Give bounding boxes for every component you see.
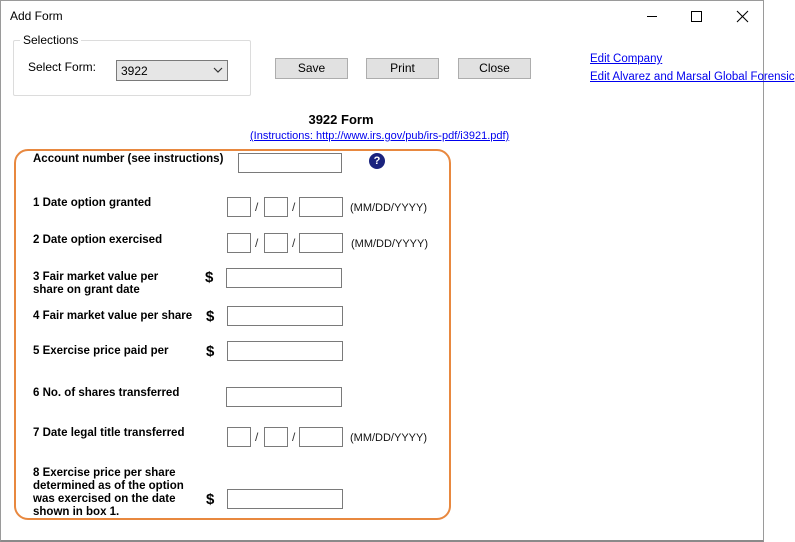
date-exercised-day[interactable] (264, 233, 288, 253)
date-legal-day[interactable] (264, 427, 288, 447)
exercise-price-label-line3: was exercised on the date (33, 493, 176, 505)
edit-company-link[interactable]: Edit Company (590, 53, 663, 65)
date-separator: / (255, 430, 259, 444)
selections-group (13, 33, 251, 96)
date-format-hint: (MM/DD/YYYY) (351, 238, 428, 250)
date-separator: / (292, 200, 296, 214)
date-legal-month[interactable] (227, 427, 251, 447)
date-legal-year[interactable] (299, 427, 343, 447)
maximize-button[interactable] (673, 1, 719, 31)
date-granted-year[interactable] (299, 197, 343, 217)
save-button[interactable]: Save (275, 58, 348, 79)
exercise-price-label-line2: determined as of the option (33, 480, 184, 492)
fmv-grant-input[interactable] (226, 268, 342, 288)
form-title (1, 112, 681, 127)
date-option-granted-label: 1 Date option granted (33, 197, 152, 209)
account-number-input[interactable] (238, 153, 342, 173)
date-separator: / (292, 236, 296, 250)
help-icon[interactable]: ? (369, 153, 385, 169)
exercise-price-paid-label: 5 Exercise price paid per (33, 345, 169, 357)
date-separator: / (292, 430, 296, 444)
fmv-per-share-input[interactable] (227, 306, 343, 326)
date-exercised-year[interactable] (299, 233, 343, 253)
shares-transferred-label: 6 No. of shares transferred (33, 387, 180, 399)
print-button[interactable]: Print (366, 58, 439, 79)
form-title-text: 3922 Form (308, 112, 374, 127)
date-granted-month[interactable] (227, 197, 251, 217)
selections-legend: Selections (20, 33, 81, 47)
exercise-price-label-line1: 8 Exercise price per share (33, 467, 176, 479)
close-icon (737, 11, 748, 22)
date-granted-day[interactable] (264, 197, 288, 217)
fmv-grant-label-line2: share on grant date (33, 284, 140, 296)
shares-transferred-input[interactable] (226, 387, 342, 407)
exercise-price-label-line4: shown in box 1. (33, 506, 120, 518)
fmv-grant-label-line1: 3 Fair market value per (33, 271, 159, 283)
date-exercised-month[interactable] (227, 233, 251, 253)
date-separator: / (255, 236, 259, 250)
date-format-hint: (MM/DD/YYYY) (350, 202, 427, 214)
dollar-sign: $ (206, 491, 215, 508)
select-form-label: Select Form: (28, 60, 97, 74)
instructions-link[interactable]: (Instructions: http://www.irs.gov/pub/irs-pdf/i3921.pdf) (250, 130, 510, 142)
minimize-button[interactable] (629, 1, 675, 31)
select-form-dropdown[interactable] (116, 60, 228, 81)
account-number-label: Account number (see instructions) (33, 153, 224, 165)
date-format-hint: (MM/DD/YYYY) (350, 432, 427, 444)
edit-alvarez-link[interactable]: Edit Alvarez and Marsal Global Forensic (590, 71, 795, 83)
dollar-sign: $ (205, 269, 214, 286)
maximize-icon (691, 11, 702, 22)
close-window-button[interactable] (719, 1, 765, 31)
date-legal-title-label: 7 Date legal title transferred (33, 427, 185, 439)
dollar-sign: $ (206, 343, 215, 360)
window-title: Add Form (10, 9, 63, 23)
exercise-price-paid-input[interactable] (227, 341, 343, 361)
date-option-exercised-label: 2 Date option exercised (33, 234, 163, 246)
dollar-sign: $ (206, 308, 215, 325)
close-button[interactable]: Close (458, 58, 531, 79)
title-bar (1, 1, 763, 31)
select-form-value: 3922 (121, 64, 148, 78)
fmv-per-share-label: 4 Fair market value per share (33, 310, 193, 322)
date-separator: / (255, 200, 259, 214)
minimize-icon (647, 11, 657, 21)
chevron-down-icon (213, 66, 223, 74)
exercise-price-determined-input[interactable] (227, 489, 343, 509)
